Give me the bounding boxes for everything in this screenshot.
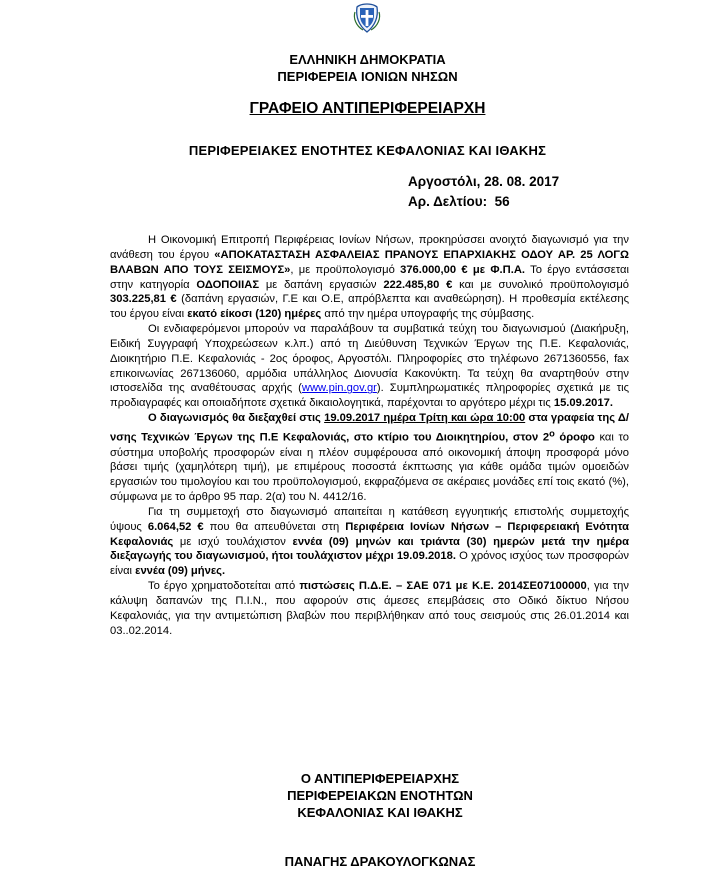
- total-budget: 303.225,81 €: [110, 293, 177, 306]
- guarantee-amount: 6.064,52 €: [147, 520, 204, 533]
- signature-title-1: Ο ΑΝΤΙΠΕΡΙΦΕΡΕΙΑΡΧΗΣ: [300, 771, 460, 786]
- text: με δαπάνη εργασιών: [259, 278, 384, 291]
- office-title-text: ΓΡΑΦΕΙΟ ΑΝΤΙΠΕΡΙΦΕΡΕΙΑΡΧΗ: [249, 100, 486, 117]
- duration: εκατό είκοσι (120) ημέρες: [187, 308, 322, 321]
- announcement-body: [110, 233, 629, 639]
- bulletin-value: 56: [494, 194, 510, 209]
- paragraph-guarantee: [110, 505, 629, 579]
- tender-date: 19.09.2017 ημέρα Τρίτη και ώρα 10:00: [324, 412, 526, 425]
- ordinal-sup: ο: [549, 427, 555, 438]
- signature-title-2: ΠΕΡΙΦΕΡΕΙΑΚΩΝ ΕΝΟΤΗΤΩΝ: [287, 788, 473, 803]
- paragraph-tender: [110, 233, 629, 322]
- beneficiary: Περιφέρεια Ιονίων Νήσων – Περιφερειακή Ενότητα Κεφαλονιάς: [110, 520, 629, 548]
- paragraph-procedure: [110, 411, 629, 505]
- signature-title-3: ΚΕΦΑΛΟΝΙΑΣ ΚΑΙ ΙΘΑΚΗΣ: [297, 805, 463, 820]
- signatory-name: ΠΑΝΑΓΗΣ ΔΡΑΚΟΥΛΟΓΚΩΝΑΣ: [284, 854, 476, 869]
- text: Η Οικονομική Επιτροπή Περιφέρειας Ιονίων Νήσων, προκηρύσσει ανοιχτό διαγωνισμό για την ανάθεση του έργου: [110, 234, 629, 261]
- text: και με συνολικό προϋπολογισμό: [452, 278, 630, 291]
- region-heading: ΠΕΡΙΦΕΡΕΙΑ ΙΟΝΙΩΝ ΝΗΣΩΝ: [277, 69, 458, 84]
- works-cost: 222.485,80 €: [383, 278, 453, 291]
- text: Για τη συμμετοχή στο διαγωνισμό απαιτείται η κατάθεση εγγυητικής επιστολής συμμετοχής ύψους: [110, 505, 629, 533]
- paragraph-documents: [110, 322, 629, 411]
- deadline-date: 15.09.2017.: [553, 397, 613, 410]
- tender-location: στα γραφεία της Δ/νσης Τεχνικών Έργων της Π.Ε Κεφαλονιάς, στο κτίριο του Διοικητηρίου, στον 2: [110, 412, 630, 444]
- paragraph-funding: [110, 579, 629, 638]
- budget-amount: 376.000,00 € με Φ.Π.Α.: [400, 263, 526, 276]
- republic-heading: ΕΛΛΗΝΙΚΗ ΔΗΜΟΚΡΑΤΙΑ: [289, 52, 446, 67]
- text: Ο διαγωνισμός θα διεξαχθεί στις: [148, 412, 325, 425]
- text: και το σύστημα υποβολής προσφορών είναι η πλέον συμφέρουσα από οικονομική άποψη προσφορά μόνο βάσει τιμής (χαμηλότερη τιμή), με επιμέρους ποσοστά έκπτωσης για κάθε ομάδα τιμών ομοειδών εργασιών του τιμολογίου και του προϋπολογισμού, εκφραζόμενα σε ακέραιες μονάδες επί τοις εκατό (%), σύμφωνα με το άρθρο 95 παρ. 2(α) του Ν. 4412/16.: [110, 431, 629, 504]
- text: (δαπάνη εργασιών, Γ.Ε και Ο.Ε, απρόβλεπτα και αναθεώρηση). Η προθεσμία εκτέλεσης του έργου είναι: [110, 293, 630, 321]
- validity: εννέα (09) μηνών και τριάντα (30) ημερών μετά την ημέρα διεξαγωγής του διαγωνισμού, ήτοι τουλάχιστον μέχρι 19.09.2018.: [110, 535, 629, 563]
- text: από την ημέρα υπογραφής της σύμβασης.: [321, 308, 535, 321]
- bulletin-label: Αρ. Δελτίου:: [408, 194, 488, 209]
- text: Το έργο εντάσσεται στην κατηγορία: [110, 263, 630, 291]
- greek-state-emblem-icon: [351, 2, 383, 34]
- text: με ισχύ τουλάχιστον: [173, 535, 293, 548]
- text: Ο χρόνος ισχύος των προσφορών είναι: [110, 550, 630, 578]
- offer-validity: εννέα (09) μήνες.: [135, 565, 226, 578]
- floor: όροφο: [554, 431, 595, 444]
- regional-units-heading: ΠΕΡΙΦΕΡΕΙΑΚΕΣ ΕΝΟΤΗΤΕΣ ΚΕΦΑΛΟΝΙΑΣ ΚΑΙ ΙΘΑΚΗΣ: [188, 143, 547, 158]
- place-date: Αργοστόλι, 28. 08. 2017: [408, 174, 560, 189]
- text: , με προϋπολογισμό: [290, 263, 401, 276]
- text: Το έργο χρηματοδοτείται από: [148, 580, 300, 593]
- bulletin-number: [408, 192, 510, 212]
- text: Οι ενδιαφερόμενοι μπορούν να παραλάβουν τα συμβατικά τεύχη του διαγωνισμού (Διακήρυξη, Ειδική Συγγραφή Υποχρεώσεων κ.λπ.) από τη Διεύθυνση Τεχνικών Έργων της Π.Ε. Κεφαλονιάς, Διοικητήριο Π.Ε. Κεφαλονιάς - 2ος όροφος, Αργοστόλι. Πληροφορίες στο τηλέφωνο 2671360556, fax επικοινωνίας 267136060, αρμόδια υπάλληλος Διονυσία Κακονύκτη. Τα τεύχη θα αναρτηθούν στην ιστοσελίδα της αναθέτουσας αρχής (: [110, 323, 629, 395]
- text: , για την κάλυψη δαπανών της Π.Ι.Ν., που αφορούν στις άμεσες επεμβάσεις στο Οδικό δίκτυο Νήσου Κεφαλονιάς, για την αντιμετώπιση βλαβών που περιβλήθηκαν από τους σεισμούς στις 26.01.2014 και 03..02.2014.: [110, 580, 629, 637]
- funding-source: πιστώσεις Π.Δ.Ε. – ΣΑΕ 071 με Κ.Ε. 2014ΣΕ07100000: [299, 580, 587, 593]
- project-title: «ΑΠΟΚΑΤΑΣΤΑΣΗ ΑΣΦΑΛΕΙΑΣ ΠΡΑΝΟΥΣ ΕΠΑΡΧΙΑΚΗΣ ΟΔΟΥ ΑΡ. 25 ΛΟΓΩ ΒΛΑΒΩΝ ΑΠΟ ΤΟΥΣ ΣΕΙΣΜΟΥΣ»: [110, 248, 630, 276]
- office-title: [0, 100, 708, 118]
- category: ΟΔΟΠΟΙΙΑΣ: [196, 278, 260, 291]
- text: ). Συμπληρωματικές πληροφορίες σχετικά με τις προδιαγραφές και οποιαδήποτε σχετικά δικαιολογητικά, παρέχονται το αργότερο μέχρι τις: [110, 382, 629, 410]
- website-link[interactable]: www.pin.gov.gr: [301, 382, 377, 395]
- text: που θα απευθύνεται στη: [203, 520, 346, 533]
